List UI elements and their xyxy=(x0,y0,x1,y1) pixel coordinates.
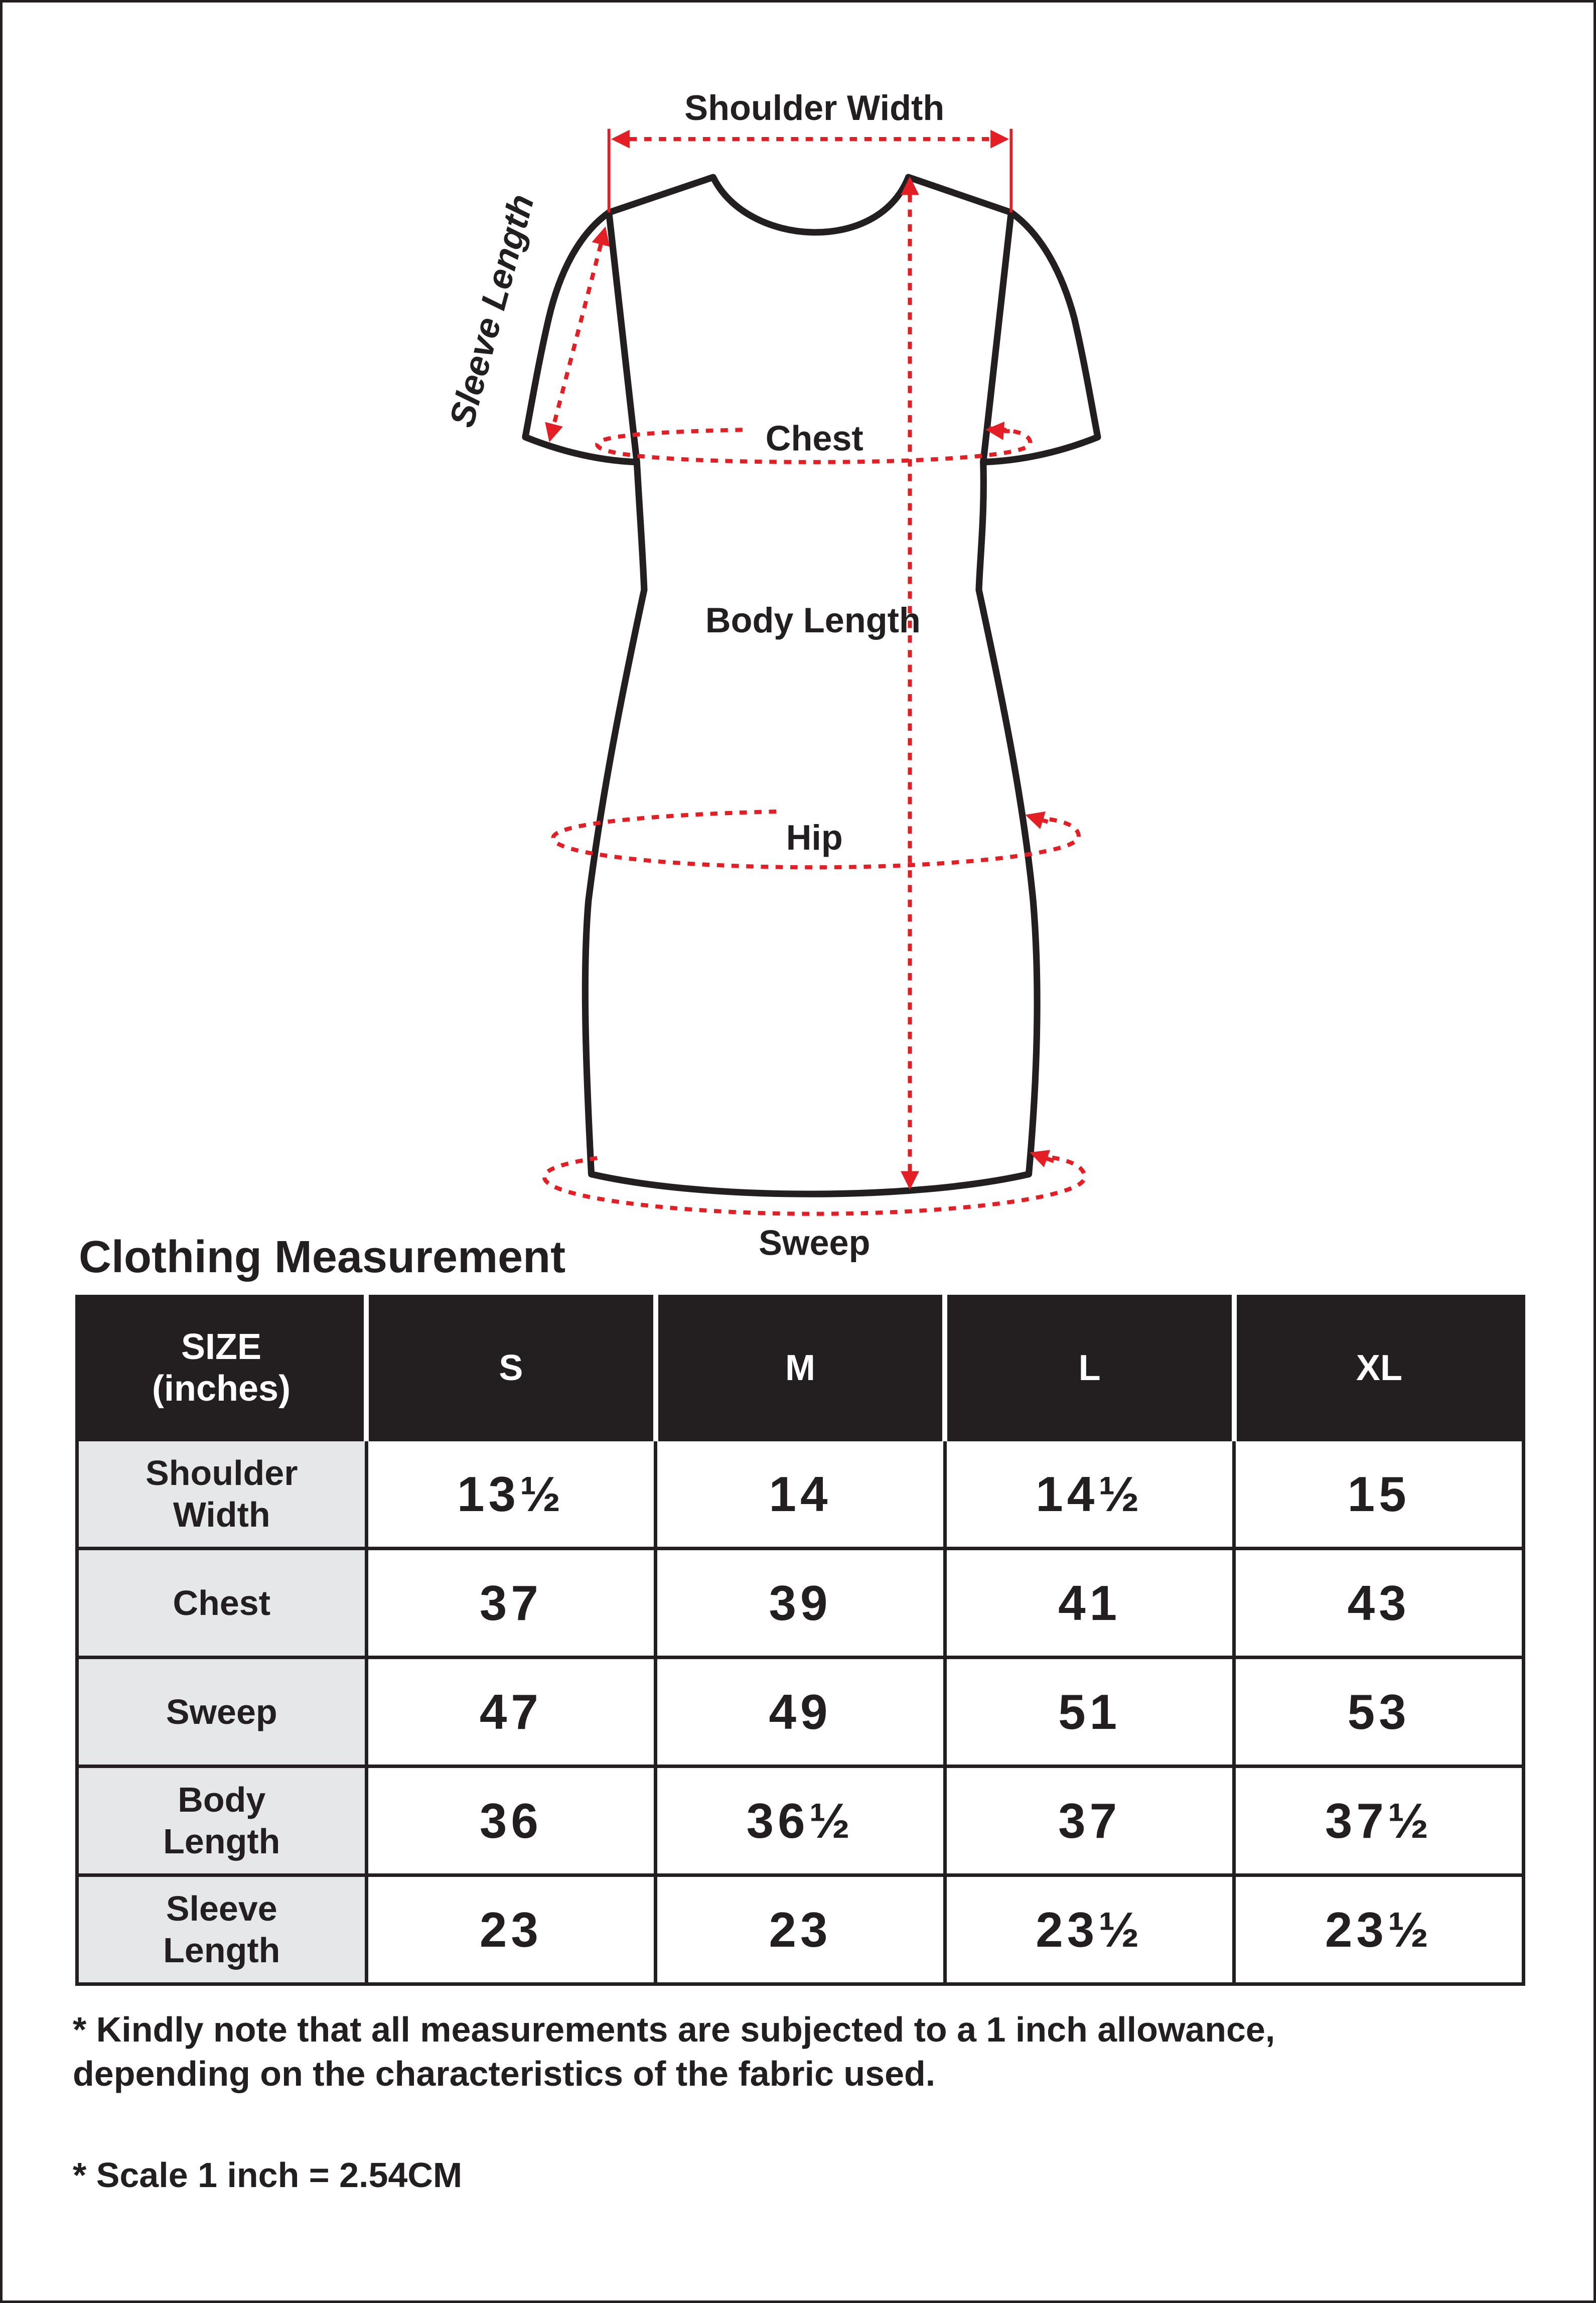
chest-label: Chest xyxy=(765,418,863,458)
table-cell: 14 xyxy=(656,1440,945,1549)
table-cell: 36½ xyxy=(656,1767,945,1875)
table-row xyxy=(77,1658,1524,1767)
table-row xyxy=(77,1875,1524,1984)
hip-label: Hip xyxy=(786,818,843,858)
body-length-label: Body Length xyxy=(705,600,921,640)
sweep-label: Sweep xyxy=(759,1223,870,1263)
row-label: Sweep xyxy=(77,1658,367,1767)
size-s-header: S xyxy=(366,1297,656,1440)
table-cell: 15 xyxy=(1234,1440,1524,1549)
table-cell: 41 xyxy=(945,1549,1234,1658)
table-row xyxy=(77,1440,1524,1549)
table-cell: 36 xyxy=(366,1767,656,1875)
dress-outline xyxy=(525,177,1098,1194)
shoulder-width-label: Shoulder Width xyxy=(684,88,945,128)
row-label: Body Length xyxy=(77,1767,367,1875)
table-cell: 37 xyxy=(366,1549,656,1658)
size-l-header: L xyxy=(945,1297,1234,1440)
row-label: Sleeve Length xyxy=(77,1875,367,1984)
table-header-row xyxy=(77,1297,1524,1440)
sleeve-length-label: Sleeve Length xyxy=(441,190,542,432)
size-header-cell: SIZE (inches) xyxy=(77,1297,367,1440)
dress-diagram xyxy=(3,3,1596,1287)
table-cell: 14½ xyxy=(945,1440,1234,1549)
table-title: Clothing Measurement xyxy=(79,1232,566,1282)
scale-note: * Scale 1 inch = 2.54CM xyxy=(73,2155,463,2195)
dress-body-outline xyxy=(585,177,1037,1194)
table-cell: 53 xyxy=(1234,1658,1524,1767)
table-cell: 23 xyxy=(656,1875,945,1984)
table-cell: 23½ xyxy=(1234,1875,1524,1984)
table-cell: 13½ xyxy=(366,1440,656,1549)
table-cell: 23½ xyxy=(945,1875,1234,1984)
table-cell: 49 xyxy=(656,1658,945,1767)
sweep-ellipse xyxy=(544,1155,1085,1214)
allowance-note: * Kindly note that all measurements are subjected to a 1 inch allowance, depending on the characteristics of the fabric used. xyxy=(73,2010,1275,2093)
size-table xyxy=(75,1295,1525,1986)
sleeve-length-arrow xyxy=(550,230,605,438)
size-xl-header: XL xyxy=(1234,1297,1524,1440)
row-label: Chest xyxy=(77,1549,367,1658)
table-cell: 37½ xyxy=(1234,1767,1524,1875)
row-label: Shoulder Width xyxy=(77,1440,367,1549)
size-m-header: M xyxy=(656,1297,945,1440)
table-cell: 37 xyxy=(945,1767,1234,1875)
table-cell: 47 xyxy=(366,1658,656,1767)
table-cell: 39 xyxy=(656,1549,945,1658)
table-cell: 23 xyxy=(366,1875,656,1984)
table-cell: 51 xyxy=(945,1658,1234,1767)
table-row xyxy=(77,1767,1524,1875)
table-cell: 43 xyxy=(1234,1549,1524,1658)
table-row xyxy=(77,1549,1524,1658)
